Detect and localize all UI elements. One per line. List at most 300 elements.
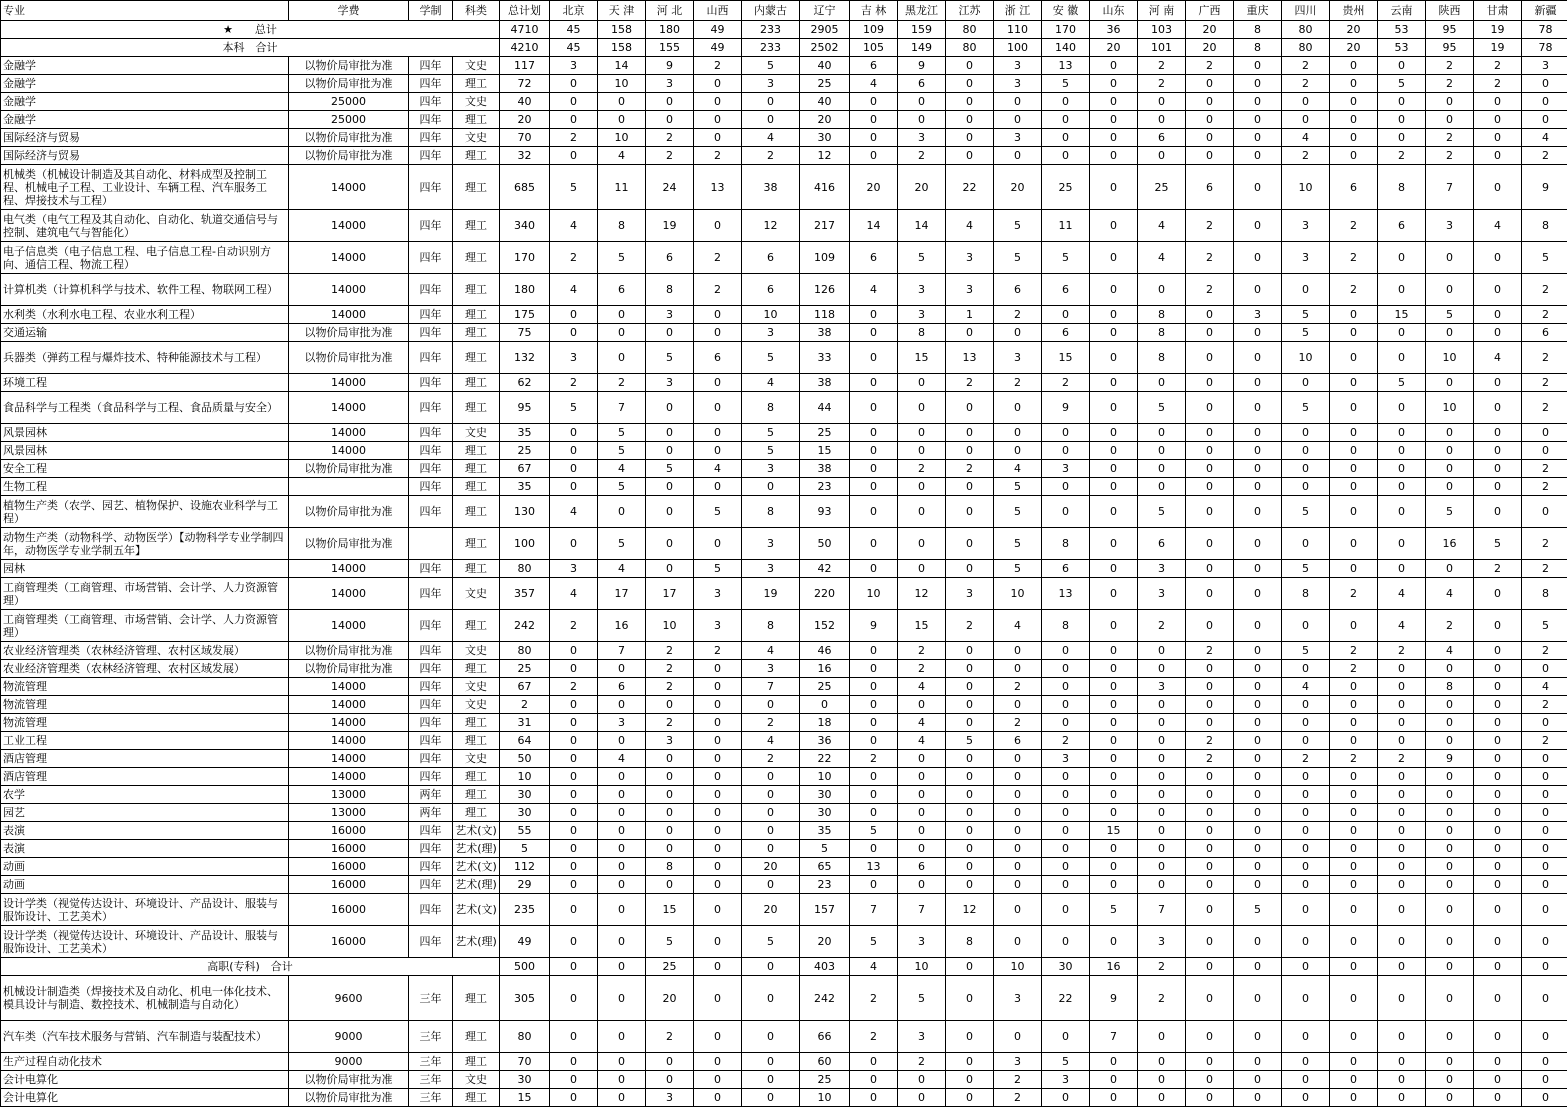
cell-value: 0 (1042, 858, 1090, 876)
cell-value: 0 (1474, 478, 1522, 496)
cell-value: 0 (1378, 660, 1426, 678)
cell-value: 0 (1042, 926, 1090, 958)
fee-cell: 14000 (289, 424, 409, 442)
cell-value: 0 (1138, 876, 1186, 894)
cell-value: 80 (1282, 39, 1330, 57)
cell-value: 0 (646, 1071, 694, 1089)
cell-value: 6 (898, 858, 946, 876)
cell-value: 357 (500, 578, 550, 610)
cell-value: 2 (550, 242, 598, 274)
cell-value: 0 (598, 342, 646, 374)
cell-value: 6 (742, 274, 800, 306)
cell-value: 0 (994, 392, 1042, 424)
duration-cell: 四年 (409, 858, 453, 876)
cell-value: 9 (1426, 750, 1474, 768)
cell-value: 0 (1090, 460, 1138, 478)
cell-value: 233 (742, 21, 800, 39)
cell-value: 233 (742, 39, 800, 57)
major-cell: 农业经济管理类（农林经济管理、农村区域发展） (1, 660, 289, 678)
column-header: 安 徽 (1042, 1, 1090, 21)
cell-value: 0 (694, 678, 742, 696)
cell-value: 46 (800, 642, 850, 660)
cell-value: 105 (850, 39, 898, 57)
fee-cell: 14000 (289, 714, 409, 732)
cell-value: 0 (550, 660, 598, 678)
cell-value: 0 (550, 1053, 598, 1071)
cell-value: 0 (1426, 926, 1474, 958)
cell-value: 4 (898, 678, 946, 696)
duration-cell: 四年 (409, 496, 453, 528)
fee-cell: 16000 (289, 822, 409, 840)
cell-value: 0 (1090, 786, 1138, 804)
cell-value: 0 (1282, 1071, 1330, 1089)
cell-value: 2 (694, 147, 742, 165)
cell-value: 11 (598, 165, 646, 210)
cell-value: 0 (946, 57, 994, 75)
cell-value: 0 (994, 804, 1042, 822)
cell-value: 0 (1234, 392, 1282, 424)
table-row (1, 858, 1567, 876)
major-cell: 风景园林 (1, 424, 289, 442)
cell-value: 22 (1042, 976, 1090, 1021)
cell-value: 0 (550, 1089, 598, 1107)
column-header: 山东 (1090, 1, 1138, 21)
category-cell: 艺术(理) (453, 926, 500, 958)
cell-value: 5 (1090, 894, 1138, 926)
cell-value: 0 (946, 111, 994, 129)
table-row (1, 374, 1567, 392)
cell-value: 0 (1330, 786, 1378, 804)
cell-value: 0 (850, 714, 898, 732)
cell-value: 80 (500, 642, 550, 660)
cell-value: 0 (1234, 976, 1282, 1021)
cell-value: 0 (850, 496, 898, 528)
cell-value: 0 (1378, 478, 1426, 496)
cell-value: 2 (500, 696, 550, 714)
cell-value: 0 (1474, 578, 1522, 610)
cell-value: 6 (646, 242, 694, 274)
cell-value: 0 (1138, 1053, 1186, 1071)
cell-value: 4 (742, 374, 800, 392)
cell-value: 0 (1282, 424, 1330, 442)
column-header: 科类 (453, 1, 500, 21)
cell-value: 0 (1330, 129, 1378, 147)
cell-value: 16 (800, 660, 850, 678)
cell-value: 0 (1042, 876, 1090, 894)
cell-value: 5 (994, 528, 1042, 560)
cell-value: 0 (598, 696, 646, 714)
major-cell: 园林 (1, 560, 289, 578)
cell-value: 0 (994, 840, 1042, 858)
cell-value: 158 (598, 39, 646, 57)
cell-value: 2 (694, 242, 742, 274)
duration-cell: 四年 (409, 306, 453, 324)
cell-value: 3 (646, 75, 694, 93)
cell-value: 0 (1522, 75, 1567, 93)
table-row (1, 786, 1567, 804)
cell-value: 2 (1522, 460, 1567, 478)
cell-value: 0 (1234, 528, 1282, 560)
fee-cell: 14000 (289, 242, 409, 274)
fee-cell: 14000 (289, 696, 409, 714)
cell-value: 0 (550, 822, 598, 840)
cell-value: 0 (694, 750, 742, 768)
cell-value: 4 (946, 210, 994, 242)
category-cell: 理工 (453, 786, 500, 804)
cell-value: 5 (1138, 496, 1186, 528)
major-cell: 会计电算化 (1, 1089, 289, 1107)
table-row (1, 147, 1567, 165)
cell-value: 0 (1234, 147, 1282, 165)
cell-value: 0 (946, 1053, 994, 1071)
cell-value: 0 (1474, 804, 1522, 822)
cell-value: 4 (1522, 678, 1567, 696)
cell-value: 9 (1522, 165, 1567, 210)
cell-value: 0 (1186, 768, 1234, 786)
duration-cell: 三年 (409, 1053, 453, 1071)
cell-value: 0 (1234, 57, 1282, 75)
cell-value: 0 (850, 392, 898, 424)
major-cell: 金融学 (1, 93, 289, 111)
cell-value: 0 (646, 786, 694, 804)
cell-value: 0 (1474, 894, 1522, 926)
cell-value: 3 (946, 274, 994, 306)
cell-value: 0 (1234, 822, 1282, 840)
cell-value: 0 (694, 858, 742, 876)
duration-cell: 四年 (409, 894, 453, 926)
cell-value: 0 (1282, 696, 1330, 714)
cell-value: 3 (946, 242, 994, 274)
cell-value: 10 (646, 610, 694, 642)
cell-value: 0 (1282, 610, 1330, 642)
column-header: 云南 (1378, 1, 1426, 21)
major-cell: 设计学类（视觉传达设计、环境设计、产品设计、服装与服饰设计、工艺美术） (1, 926, 289, 958)
cell-value: 6 (1522, 324, 1567, 342)
cell-value: 0 (946, 129, 994, 147)
cell-value: 3 (994, 1053, 1042, 1071)
cell-value: 23 (800, 876, 850, 894)
major-cell: 电子信息类（电子信息工程、电子信息工程-自动识别方向、通信工程、物流工程） (1, 242, 289, 274)
cell-value: 0 (1138, 642, 1186, 660)
cell-value: 0 (1522, 750, 1567, 768)
table-row (1, 894, 1567, 926)
cell-value: 0 (1330, 496, 1378, 528)
table-row (1, 424, 1567, 442)
cell-value: 0 (1426, 976, 1474, 1021)
table-row (1, 242, 1567, 274)
category-cell: 文史 (453, 578, 500, 610)
cell-value: 0 (1138, 822, 1186, 840)
cell-value: 0 (1090, 210, 1138, 242)
cell-value: 0 (1426, 1089, 1474, 1107)
cell-value: 2 (850, 976, 898, 1021)
cell-value: 8 (1138, 306, 1186, 324)
cell-value: 0 (1330, 478, 1378, 496)
cell-value: 2 (1330, 210, 1378, 242)
major-cell: 汽车类（汽车技术服务与营销、汽车制造与装配技术） (1, 1021, 289, 1053)
cell-value: 0 (646, 93, 694, 111)
cell-value: 2 (694, 57, 742, 75)
table-row (1, 804, 1567, 822)
cell-value: 0 (742, 786, 800, 804)
cell-value: 15 (800, 442, 850, 460)
cell-value: 20 (1186, 21, 1234, 39)
cell-value: 0 (1234, 610, 1282, 642)
cell-value: 0 (1330, 714, 1378, 732)
cell-value: 2 (1330, 274, 1378, 306)
cell-value: 0 (598, 822, 646, 840)
cell-value: 0 (694, 93, 742, 111)
cell-value: 3 (742, 324, 800, 342)
category-cell: 理工 (453, 111, 500, 129)
cell-value: 0 (1378, 822, 1426, 840)
cell-value: 2 (994, 714, 1042, 732)
table-row (1, 578, 1567, 610)
cell-value: 118 (800, 306, 850, 324)
cell-value: 9 (850, 610, 898, 642)
cell-value: 2 (1522, 732, 1567, 750)
cell-value: 0 (1186, 840, 1234, 858)
cell-value: 0 (1090, 424, 1138, 442)
cell-value: 0 (850, 460, 898, 478)
cell-value: 0 (1474, 392, 1522, 424)
category-cell: 理工 (453, 1089, 500, 1107)
major-cell: 金融学 (1, 57, 289, 75)
duration-cell: 四年 (409, 274, 453, 306)
cell-value: 0 (1474, 93, 1522, 111)
cell-value: 0 (1330, 1021, 1378, 1053)
cell-value: 0 (850, 786, 898, 804)
category-cell: 文史 (453, 424, 500, 442)
cell-value: 0 (898, 822, 946, 840)
cell-value: 2 (694, 642, 742, 660)
cell-value: 64 (500, 732, 550, 750)
cell-value: 55 (500, 822, 550, 840)
cell-value: 0 (742, 111, 800, 129)
undergrad-total-row (1, 39, 1567, 57)
cell-value: 20 (800, 926, 850, 958)
cell-value: 20 (742, 858, 800, 876)
column-header: 河 南 (1138, 1, 1186, 21)
fee-cell: 14000 (289, 392, 409, 424)
cell-value: 0 (1090, 660, 1138, 678)
cell-value: 42 (800, 560, 850, 578)
cell-value: 0 (1282, 786, 1330, 804)
cell-value: 2 (646, 678, 694, 696)
cell-value: 3 (1234, 306, 1282, 324)
cell-value: 0 (946, 324, 994, 342)
cell-value: 0 (1282, 732, 1330, 750)
cell-value: 0 (1378, 93, 1426, 111)
cell-value: 3 (994, 75, 1042, 93)
cell-value: 3 (694, 610, 742, 642)
cell-value: 0 (1186, 804, 1234, 822)
cell-value: 0 (550, 642, 598, 660)
cell-value: 0 (742, 876, 800, 894)
cell-value: 0 (1186, 660, 1234, 678)
cell-value: 242 (500, 610, 550, 642)
cell-value: 67 (500, 460, 550, 478)
cell-value: 0 (1330, 147, 1378, 165)
table-row (1, 560, 1567, 578)
cell-value: 0 (1522, 926, 1567, 958)
major-cell: 酒店管理 (1, 750, 289, 768)
cell-value: 2 (1378, 750, 1426, 768)
cell-value: 0 (1378, 768, 1426, 786)
cell-value: 0 (1330, 111, 1378, 129)
cell-value: 2 (946, 460, 994, 478)
cell-value: 0 (1378, 324, 1426, 342)
cell-value: 0 (1186, 822, 1234, 840)
cell-value: 3 (742, 560, 800, 578)
cell-value: 0 (1474, 678, 1522, 696)
cell-value: 0 (1474, 976, 1522, 1021)
cell-value: 0 (946, 1089, 994, 1107)
cell-value: 0 (1426, 876, 1474, 894)
cell-value: 0 (946, 976, 994, 1021)
cell-value: 2 (1522, 374, 1567, 392)
cell-value: 0 (646, 750, 694, 768)
undergrad-total-row-label: 本科 合计 (1, 39, 500, 57)
duration-cell: 四年 (409, 822, 453, 840)
cell-value: 93 (800, 496, 850, 528)
cell-value: 14 (598, 57, 646, 75)
cell-value: 0 (1378, 926, 1426, 958)
fee-cell: 9000 (289, 1021, 409, 1053)
cell-value: 0 (1138, 804, 1186, 822)
cell-value: 0 (598, 858, 646, 876)
cell-value: 2 (1138, 75, 1186, 93)
cell-value: 20 (898, 165, 946, 210)
cell-value: 0 (1090, 147, 1138, 165)
cell-value: 0 (1234, 678, 1282, 696)
cell-value: 38 (742, 165, 800, 210)
cell-value: 3 (646, 1089, 694, 1107)
cell-value: 3 (1138, 678, 1186, 696)
major-cell: 农业经济管理类（农林经济管理、农村区域发展） (1, 642, 289, 660)
cell-value: 0 (1426, 894, 1474, 926)
fee-cell: 14000 (289, 768, 409, 786)
cell-value: 12 (800, 147, 850, 165)
cell-value: 0 (946, 958, 994, 976)
cell-value: 0 (850, 768, 898, 786)
cell-value: 5 (742, 57, 800, 75)
cell-value: 4 (898, 732, 946, 750)
duration-cell: 四年 (409, 165, 453, 210)
duration-cell: 四年 (409, 610, 453, 642)
cell-value: 2 (994, 374, 1042, 392)
cell-value: 0 (946, 147, 994, 165)
cell-value: 0 (1042, 496, 1090, 528)
cell-value: 0 (1090, 306, 1138, 324)
cell-value: 0 (850, 840, 898, 858)
category-cell: 艺术(理) (453, 840, 500, 858)
cell-value: 72 (500, 75, 550, 93)
cell-value: 3 (694, 578, 742, 610)
cell-value: 0 (1426, 478, 1474, 496)
cell-value: 0 (1138, 858, 1186, 876)
cell-value: 18 (800, 714, 850, 732)
cell-value: 0 (1042, 306, 1090, 324)
cell-value: 0 (946, 768, 994, 786)
cell-value: 6 (1378, 210, 1426, 242)
cell-value: 0 (1234, 129, 1282, 147)
cell-value: 0 (898, 528, 946, 560)
fee-cell: 以物价局审批为准 (289, 342, 409, 374)
cell-value: 0 (1474, 660, 1522, 678)
cell-value: 6 (1138, 129, 1186, 147)
cell-value: 0 (1090, 732, 1138, 750)
cell-value: 38 (800, 324, 850, 342)
cell-value: 16 (598, 610, 646, 642)
fee-cell: 14000 (289, 578, 409, 610)
cell-value: 4 (742, 642, 800, 660)
cell-value: 0 (1042, 1089, 1090, 1107)
cell-value: 6 (1042, 274, 1090, 306)
cell-value: 0 (1186, 93, 1234, 111)
column-header: 天 津 (598, 1, 646, 21)
duration-cell: 四年 (409, 324, 453, 342)
cell-value: 8 (946, 926, 994, 958)
cell-value: 0 (550, 442, 598, 460)
cell-value: 2 (1426, 129, 1474, 147)
table-row (1, 768, 1567, 786)
cell-value: 0 (1282, 958, 1330, 976)
category-cell: 理工 (453, 75, 500, 93)
cell-value: 0 (1234, 714, 1282, 732)
cell-value: 0 (694, 660, 742, 678)
cell-value: 0 (1234, 93, 1282, 111)
cell-value: 0 (1474, 610, 1522, 642)
cell-value: 3 (1282, 210, 1330, 242)
cell-value: 140 (1042, 39, 1090, 57)
cell-value: 40 (800, 93, 850, 111)
cell-value: 6 (850, 57, 898, 75)
cell-value: 0 (1330, 342, 1378, 374)
cell-value: 25 (800, 75, 850, 93)
cell-value: 0 (1426, 786, 1474, 804)
category-cell: 艺术(文) (453, 822, 500, 840)
cell-value: 0 (1186, 478, 1234, 496)
cell-value: 2 (1042, 374, 1090, 392)
fee-cell: 以物价局审批为准 (289, 75, 409, 93)
cell-value: 0 (1282, 660, 1330, 678)
cell-value: 0 (1234, 642, 1282, 660)
category-cell: 文史 (453, 750, 500, 768)
cell-value: 2 (646, 714, 694, 732)
cell-value: 0 (1474, 822, 1522, 840)
cell-value: 0 (742, 93, 800, 111)
cell-value: 0 (1186, 1021, 1234, 1053)
cell-value: 0 (1234, 210, 1282, 242)
cell-value: 4 (1378, 610, 1426, 642)
fee-cell: 16000 (289, 858, 409, 876)
cell-value: 30 (800, 786, 850, 804)
cell-value: 0 (946, 642, 994, 660)
cell-value: 2 (994, 1071, 1042, 1089)
cell-value: 0 (1234, 1053, 1282, 1071)
fee-cell: 以物价局审批为准 (289, 57, 409, 75)
cell-value: 2 (1378, 642, 1426, 660)
cell-value: 0 (1474, 642, 1522, 660)
cell-value: 132 (500, 342, 550, 374)
cell-value: 4 (850, 274, 898, 306)
cell-value: 5 (646, 926, 694, 958)
cell-value: 0 (1426, 442, 1474, 460)
major-cell: 风景园林 (1, 442, 289, 460)
cell-value: 0 (1522, 958, 1567, 976)
cell-value: 95 (1426, 21, 1474, 39)
